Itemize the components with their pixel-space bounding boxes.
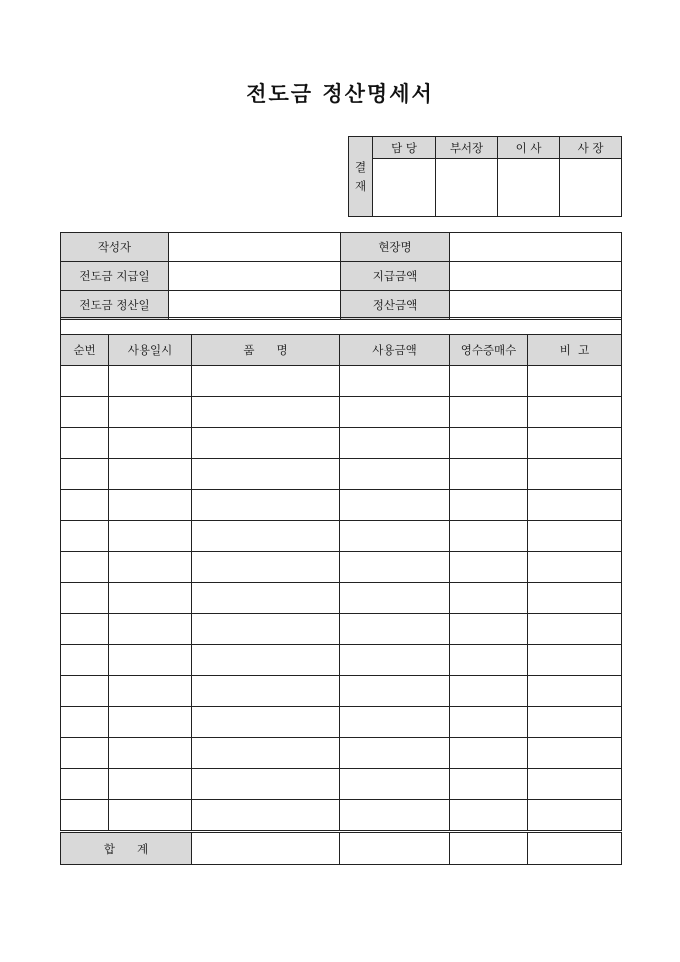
cell-no[interactable] <box>61 397 109 428</box>
cell-no[interactable] <box>61 428 109 459</box>
cell-remarks[interactable] <box>528 366 622 397</box>
site-field[interactable] <box>450 233 622 262</box>
total-receipts-cell[interactable] <box>450 832 528 865</box>
cell-receipts[interactable] <box>450 614 528 645</box>
approval-role-dept-head: 부서장 <box>436 137 498 159</box>
signature-cell-staff[interactable] <box>373 159 436 217</box>
table-row <box>61 459 622 490</box>
cell-no[interactable] <box>61 800 109 832</box>
cell-item[interactable] <box>192 707 340 738</box>
approval-role-president: 사 장 <box>560 137 622 159</box>
table-row <box>61 552 622 583</box>
cell-no[interactable] <box>61 366 109 397</box>
pay-amount-label: 지급금액 <box>341 262 450 291</box>
approval-role-director: 이 사 <box>498 137 560 159</box>
cell-item[interactable] <box>192 738 340 769</box>
cell-item[interactable] <box>192 397 340 428</box>
signature-cell-president[interactable] <box>560 159 622 217</box>
cell-receipts[interactable] <box>450 459 528 490</box>
cell-remarks[interactable] <box>528 583 622 614</box>
document-title: 전도금 정산명세서 <box>246 81 434 106</box>
table-row <box>61 428 622 459</box>
cell-amount[interactable] <box>340 614 450 645</box>
settle-amount-field[interactable] <box>450 291 622 320</box>
cell-date[interactable] <box>109 614 192 645</box>
settle-date-label: 전도금 정산일 <box>61 291 169 320</box>
writer-field[interactable] <box>169 233 341 262</box>
approval-side-label: 결 재 <box>349 137 373 217</box>
cell-date[interactable] <box>109 490 192 521</box>
table-row <box>61 769 622 800</box>
cell-amount[interactable] <box>340 676 450 707</box>
col-header-receipts: 영수증매수 <box>450 335 528 366</box>
cell-remarks[interactable] <box>528 490 622 521</box>
cell-item[interactable] <box>192 366 340 397</box>
table-row <box>61 614 622 645</box>
cell-date[interactable] <box>109 397 192 428</box>
cell-remarks[interactable] <box>528 676 622 707</box>
settle-date-field[interactable] <box>169 291 341 320</box>
approval-box <box>348 136 622 217</box>
cell-date[interactable] <box>109 738 192 769</box>
pay-date-label: 전도금 지급일 <box>61 262 169 291</box>
cell-date[interactable] <box>109 707 192 738</box>
cell-receipts[interactable] <box>450 397 528 428</box>
table-row <box>61 738 622 769</box>
cell-item[interactable] <box>192 800 340 832</box>
table-row <box>61 583 622 614</box>
total-remarks-cell[interactable] <box>528 832 622 865</box>
cell-remarks[interactable] <box>528 459 622 490</box>
total-item-cell[interactable] <box>192 832 340 865</box>
table-row <box>61 676 622 707</box>
table-row <box>61 645 622 676</box>
cell-receipts[interactable] <box>450 366 528 397</box>
total-label: 합 계 <box>61 832 192 865</box>
cell-no[interactable] <box>61 521 109 552</box>
expense-list-table <box>60 317 622 865</box>
cell-amount[interactable] <box>340 707 450 738</box>
site-label: 현장명 <box>341 233 450 262</box>
total-amount-cell[interactable] <box>340 832 450 865</box>
table-row <box>61 800 622 832</box>
cell-remarks[interactable] <box>528 738 622 769</box>
cell-remarks[interactable] <box>528 614 622 645</box>
cell-remarks[interactable] <box>528 521 622 552</box>
cell-receipts[interactable] <box>450 645 528 676</box>
cell-date[interactable] <box>109 521 192 552</box>
signature-cell-director[interactable] <box>498 159 560 217</box>
cell-date[interactable] <box>109 459 192 490</box>
cell-amount[interactable] <box>340 366 450 397</box>
cell-no[interactable] <box>61 490 109 521</box>
cell-item[interactable] <box>192 769 340 800</box>
cell-no[interactable] <box>61 707 109 738</box>
cell-receipts[interactable] <box>450 800 528 832</box>
cell-receipts[interactable] <box>450 707 528 738</box>
cell-amount[interactable] <box>340 769 450 800</box>
pay-date-field[interactable] <box>169 262 341 291</box>
table-row <box>61 397 622 428</box>
cell-remarks[interactable] <box>528 769 622 800</box>
cell-date[interactable] <box>109 583 192 614</box>
cell-remarks[interactable] <box>528 800 622 832</box>
cell-amount[interactable] <box>340 521 450 552</box>
cell-amount[interactable] <box>340 490 450 521</box>
cell-date[interactable] <box>109 769 192 800</box>
cell-amount[interactable] <box>340 645 450 676</box>
cell-date[interactable] <box>109 366 192 397</box>
writer-label: 작성자 <box>61 233 169 262</box>
cell-item[interactable] <box>192 490 340 521</box>
cell-amount[interactable] <box>340 583 450 614</box>
cell-date[interactable] <box>109 800 192 832</box>
cell-receipts[interactable] <box>450 738 528 769</box>
cell-remarks[interactable] <box>528 707 622 738</box>
cell-remarks[interactable] <box>528 428 622 459</box>
info-table <box>60 232 622 320</box>
approval-role-staff: 담 당 <box>373 137 436 159</box>
cell-item[interactable] <box>192 583 340 614</box>
pay-amount-field[interactable] <box>450 262 622 291</box>
cell-receipts[interactable] <box>450 521 528 552</box>
cell-no[interactable] <box>61 769 109 800</box>
cell-no[interactable] <box>61 583 109 614</box>
cell-item[interactable] <box>192 552 340 583</box>
cell-no[interactable] <box>61 676 109 707</box>
col-header-no: 순번 <box>61 335 109 366</box>
table-row <box>61 490 622 521</box>
table-row <box>61 521 622 552</box>
cell-item[interactable] <box>192 521 340 552</box>
settle-amount-label: 정산금액 <box>341 291 450 320</box>
cell-item[interactable] <box>192 614 340 645</box>
cell-no[interactable] <box>61 614 109 645</box>
cell-receipts[interactable] <box>450 490 528 521</box>
cell-remarks[interactable] <box>528 552 622 583</box>
cell-amount[interactable] <box>340 459 450 490</box>
cell-amount[interactable] <box>340 800 450 832</box>
cell-receipts[interactable] <box>450 552 528 583</box>
cell-receipts[interactable] <box>450 428 528 459</box>
cell-receipts[interactable] <box>450 583 528 614</box>
cell-no[interactable] <box>61 459 109 490</box>
cell-item[interactable] <box>192 676 340 707</box>
col-header-item: 품 명 <box>192 335 340 366</box>
cell-item[interactable] <box>192 645 340 676</box>
signature-cell-dept-head[interactable] <box>436 159 498 217</box>
col-header-amount: 사용금액 <box>340 335 450 366</box>
col-header-remarks: 비 고 <box>528 335 622 366</box>
cell-no[interactable] <box>61 738 109 769</box>
cell-date[interactable] <box>109 645 192 676</box>
cell-amount[interactable] <box>340 552 450 583</box>
cell-no[interactable] <box>61 552 109 583</box>
cell-date[interactable] <box>109 428 192 459</box>
cell-item[interactable] <box>192 459 340 490</box>
table-row <box>61 707 622 738</box>
cell-receipts[interactable] <box>450 676 528 707</box>
cell-remarks[interactable] <box>528 645 622 676</box>
cell-remarks[interactable] <box>528 397 622 428</box>
cell-receipts[interactable] <box>450 769 528 800</box>
cell-amount[interactable] <box>340 397 450 428</box>
cell-date[interactable] <box>109 552 192 583</box>
cell-item[interactable] <box>192 428 340 459</box>
spacer-row <box>61 318 622 335</box>
cell-amount[interactable] <box>340 428 450 459</box>
cell-date[interactable] <box>109 676 192 707</box>
cell-amount[interactable] <box>340 738 450 769</box>
col-header-date: 사용일시 <box>109 335 192 366</box>
cell-no[interactable] <box>61 645 109 676</box>
table-row <box>61 366 622 397</box>
